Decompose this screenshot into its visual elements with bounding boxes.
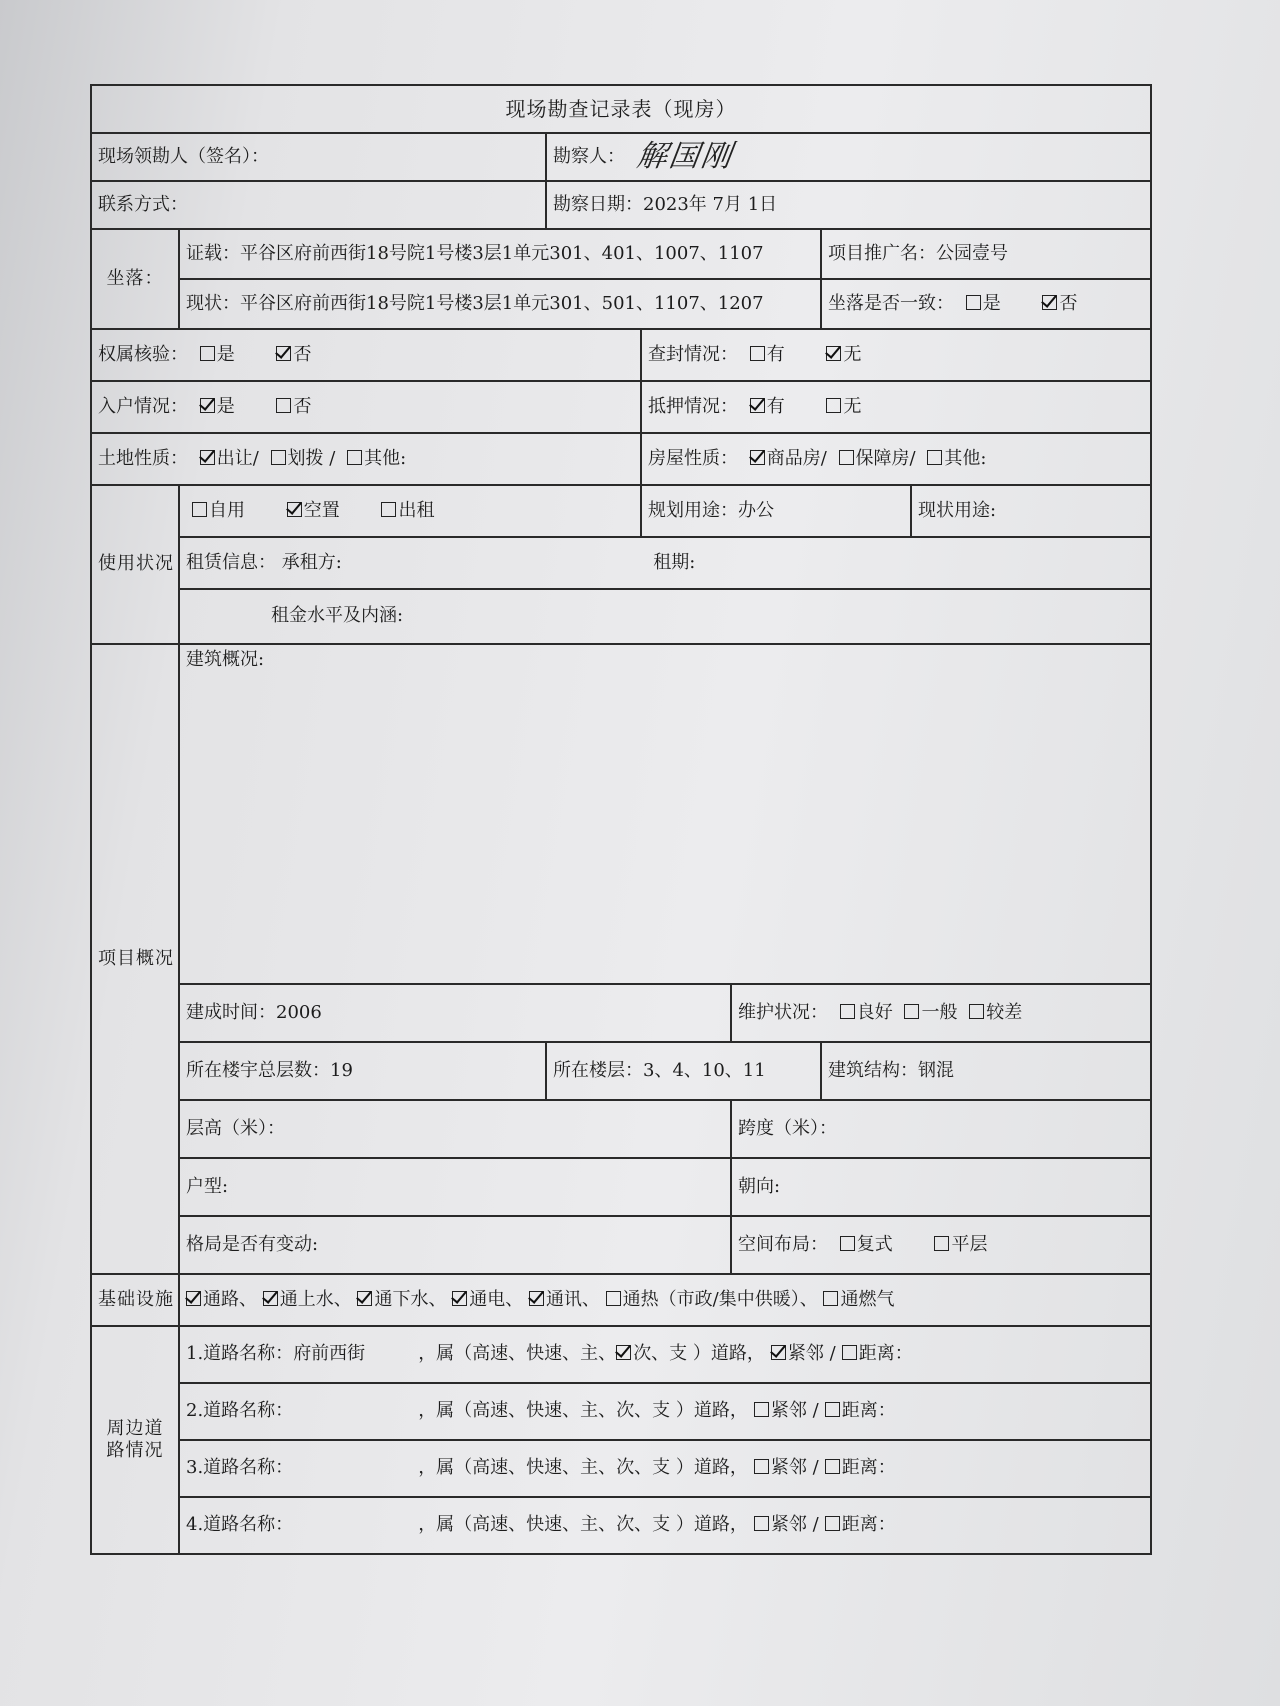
lease-info-cell [179, 537, 1151, 589]
location-label: 坐落： [91, 229, 179, 329]
maint-good-checkbox[interactable] [840, 1004, 855, 1019]
road-3-distance-checkbox[interactable] [825, 1459, 840, 1474]
surveyor-cell [546, 133, 1151, 181]
mortgage-have-label: 有 [766, 395, 785, 417]
road-4-distance-checkbox[interactable] [825, 1516, 840, 1531]
land-allocation-label: 划拨 / [287, 447, 336, 469]
road-row-2 [179, 1383, 1151, 1440]
ownership-yes-label: 是 [216, 343, 235, 365]
usage-label: 使用状况 [91, 485, 179, 644]
maint-normal-label: 一般 [921, 1001, 958, 1023]
infra-drainage-checkbox[interactable] [357, 1291, 372, 1306]
term-label: 租期: [653, 551, 696, 573]
floor-height-cell [179, 1100, 731, 1158]
ownership-yes-checkbox[interactable] [200, 346, 215, 361]
infra-power-label: 通电、 [469, 1288, 524, 1310]
usage-self-checkbox[interactable] [192, 502, 207, 517]
road-row-1 [179, 1326, 1151, 1383]
road-2-distance-label: 距离： [841, 1400, 896, 1422]
built-value: 2006 [276, 1001, 322, 1023]
land-label: 土地性质： [98, 447, 188, 469]
form-title: 现场勘查记录表（现房） [91, 85, 1151, 133]
floor-value: 3、4、10、11 [643, 1059, 766, 1081]
road-1-adjacent-label: 紧邻 / [787, 1343, 836, 1365]
land-transfer-checkbox[interactable] [200, 450, 215, 465]
infra-telecom-checkbox[interactable] [529, 1291, 544, 1306]
consistent-no-checkbox[interactable] [1042, 295, 1057, 310]
structure-cell [821, 1042, 1151, 1100]
duplex-label: 复式 [856, 1233, 893, 1255]
house-other-checkbox[interactable] [927, 450, 942, 465]
location-cert-label: 证载： [186, 242, 240, 264]
house-commercial-checkbox[interactable] [750, 450, 765, 465]
unit-type-cell [179, 1158, 731, 1216]
road-4-distance-label: 距离： [841, 1514, 896, 1536]
maint-poor-label: 较差 [986, 1001, 1023, 1023]
floor-label: 所在楼层： [553, 1059, 643, 1081]
survey-date-cell [546, 181, 1151, 229]
infrastructure-label: 基础设施 [91, 1274, 179, 1326]
promo-name-cell [821, 229, 1151, 279]
usage-self-label: 自用 [209, 499, 245, 521]
house-label: 房屋性质： [648, 447, 738, 469]
road-2-levels: ，属（高速、快速、主、 [418, 1400, 617, 1422]
contact-cell [91, 181, 546, 229]
layout-change-label: 格局是否有变动: [186, 1233, 319, 1255]
usage-rent-label: 出租 [398, 499, 435, 521]
current-use-cell [911, 485, 1151, 537]
mortgage-none-label: 无 [843, 395, 862, 417]
road-row-3 [179, 1440, 1151, 1497]
land-other-checkbox[interactable] [347, 450, 362, 465]
built-year-cell [179, 984, 731, 1042]
land-allocation-checkbox[interactable] [271, 450, 286, 465]
floor-cell [546, 1042, 821, 1100]
contact-label: 联系方式： [98, 193, 188, 215]
infra-heating-label: 通热（市政/集中供暖）、 [622, 1288, 818, 1310]
structure-value: 钢混 [918, 1059, 954, 1081]
usage-rent-checkbox[interactable] [381, 502, 396, 517]
road-1-levels: ，属（高速、快速、主、 [418, 1343, 617, 1365]
total-floors-value: 19 [330, 1059, 353, 1081]
seizure-none-checkbox[interactable] [826, 346, 841, 361]
road-3-levels: ，属（高速、快速、主、 [418, 1457, 617, 1479]
consistent-yes-label: 是 [982, 292, 1001, 314]
consistent-label: 坐落是否一致： [828, 292, 954, 314]
house-other-label: 其他: [944, 447, 987, 469]
promo-value: 公园壹号 [936, 242, 1008, 264]
span-cell [731, 1100, 1151, 1158]
total-floors-cell [179, 1042, 546, 1100]
floor-height-label: 层高（米）： [186, 1117, 285, 1139]
road-1-distance-label: 距离： [858, 1343, 913, 1365]
orientation-cell [731, 1158, 1151, 1216]
location-actual-value: 平谷区府前西街18号院1号楼3层1单元301、501、1107、1207 [240, 292, 764, 314]
location-consistent-cell [821, 279, 1151, 329]
roads-label: 周边道路情况 [91, 1326, 179, 1554]
orientation-label: 朝向: [738, 1175, 781, 1197]
house-commercial-label: 商品房/ [766, 447, 827, 469]
leader-signature-cell [91, 133, 546, 181]
household-yes-label: 是 [216, 395, 235, 417]
infra-road-label: 通路、 [203, 1288, 257, 1310]
flat-checkbox[interactable] [934, 1236, 949, 1251]
ownership-cell [91, 329, 641, 381]
road-3-adjacent-checkbox[interactable] [754, 1459, 769, 1474]
consistent-yes-checkbox[interactable] [966, 295, 981, 310]
house-affordable-label: 保障房/ [855, 447, 916, 469]
surveyor-label: 勘察人： [553, 146, 625, 168]
ownership-label: 权属核验： [98, 343, 188, 365]
rent-level-label: 租金水平及内涵: [271, 605, 404, 627]
infra-drainage-label: 通下水、 [374, 1288, 447, 1310]
location-cert-value: 平谷区府前西街18号院1号楼3层1单元301、401、1007、1107 [240, 242, 764, 264]
space-layout-cell [731, 1216, 1151, 1274]
household-yes-checkbox[interactable] [200, 398, 215, 413]
household-no-checkbox[interactable] [276, 398, 291, 413]
road-1-distance-checkbox[interactable] [842, 1345, 857, 1360]
planned-use-cell [641, 485, 911, 537]
infra-gas-checkbox[interactable] [823, 1291, 838, 1306]
structure-label: 建筑结构： [828, 1059, 918, 1081]
total-floors-label: 所在楼宇总层数： [186, 1059, 330, 1081]
road-1-name: 府前西街 [293, 1343, 366, 1365]
household-no-label: 否 [293, 395, 312, 417]
road-1-secondary-checkbox[interactable] [616, 1345, 631, 1360]
road-1-prefix: 1.道路名称： [186, 1343, 294, 1365]
road-4-prefix: 4.道路名称： [186, 1514, 294, 1536]
survey-form [90, 84, 1152, 1555]
road-4-adjacent-checkbox[interactable] [754, 1516, 769, 1531]
land-transfer-label: 出让/ [216, 447, 259, 469]
road-4-adjacent-label: 紧邻 / [770, 1514, 819, 1536]
mortgage-none-checkbox[interactable] [826, 398, 841, 413]
consistent-no-label: 否 [1059, 292, 1078, 314]
infra-gas-label: 通燃气 [840, 1288, 895, 1310]
seizure-have-label: 有 [766, 343, 785, 365]
infra-telecom-label: 通讯、 [545, 1288, 600, 1310]
road-2-adjacent-checkbox[interactable] [754, 1402, 769, 1417]
ownership-no-checkbox[interactable] [276, 346, 291, 361]
overview-label: 建筑概况: [186, 649, 265, 670]
rent-level-cell [179, 589, 1151, 644]
infra-road-checkbox[interactable] [186, 1291, 201, 1306]
road-1-adjacent-checkbox[interactable] [771, 1345, 786, 1360]
usage-vacant-label: 空置 [303, 499, 340, 521]
road-2-distance-checkbox[interactable] [825, 1402, 840, 1417]
infra-heating-checkbox[interactable] [606, 1291, 621, 1306]
current-use-label: 现状用途: [918, 499, 997, 521]
location-cert-cell [179, 229, 821, 279]
span-label: 跨度（米）： [738, 1117, 837, 1139]
leader-label: 现场领勘人（签名）： [98, 145, 269, 167]
house-affordable-checkbox[interactable] [839, 450, 854, 465]
flat-label: 平层 [951, 1233, 988, 1255]
land-other-label: 其他: [364, 447, 407, 469]
surveyor-signature: 解国刚 [634, 139, 736, 175]
road-3-prefix: 3.道路名称： [186, 1457, 294, 1479]
space-layout-label: 空间布局： [738, 1233, 828, 1255]
road-4-levels-mid: 次、支 ）道路， [616, 1514, 748, 1536]
maint-good-label: 良好 [856, 1001, 893, 1023]
house-nature-cell [641, 433, 1151, 485]
ownership-no-label: 否 [293, 343, 312, 365]
survey-date-label: 勘察日期： [553, 193, 643, 215]
survey-date-value: 2023年 7月 1日 [643, 193, 778, 215]
infra-water-supply-checkbox[interactable] [263, 1291, 278, 1306]
mortgage-label: 抵押情况： [648, 395, 738, 417]
road-1-levels-mid: 次、支 ）道路， [633, 1343, 765, 1365]
road-4-levels: ，属（高速、快速、主、 [418, 1514, 617, 1536]
building-overview-cell [179, 644, 1151, 984]
built-label: 建成时间： [186, 1001, 276, 1023]
household-label: 入户情况： [98, 395, 188, 417]
tenant-label: 承租方: [281, 551, 342, 573]
mortgage-have-checkbox[interactable] [750, 398, 765, 413]
unit-type-label: 户型: [186, 1175, 229, 1197]
road-2-levels-mid: 次、支 ）道路， [616, 1400, 748, 1422]
road-2-adjacent-label: 紧邻 / [770, 1400, 819, 1422]
usage-status-cell [179, 485, 641, 537]
location-actual-cell [179, 279, 821, 329]
road-3-distance-label: 距离： [841, 1457, 896, 1479]
infrastructure-cell [179, 1274, 1151, 1326]
seizure-cell [641, 329, 1151, 381]
infra-water-supply-label: 通上水、 [279, 1288, 352, 1310]
maint-poor-checkbox[interactable] [969, 1004, 984, 1019]
road-3-adjacent-label: 紧邻 / [770, 1457, 819, 1479]
mortgage-cell [641, 381, 1151, 433]
land-nature-cell [91, 433, 641, 485]
infra-power-checkbox[interactable] [452, 1291, 467, 1306]
seizure-have-checkbox[interactable] [750, 346, 765, 361]
usage-vacant-checkbox[interactable] [287, 502, 302, 517]
lease-label: 租赁信息： [186, 551, 276, 573]
maintenance-label: 维护状况： [738, 1001, 828, 1023]
seizure-none-label: 无 [843, 343, 862, 365]
road-row-4 [179, 1497, 1151, 1554]
promo-label: 项目推广名： [828, 242, 936, 264]
seizure-label: 查封情况： [648, 343, 738, 365]
road-3-levels-mid: 次、支 ）道路， [616, 1457, 748, 1479]
maintenance-cell [731, 984, 1151, 1042]
planned-use-label: 规划用途： [648, 499, 738, 521]
project-label: 项目概况 [91, 644, 179, 1274]
road-2-prefix: 2.道路名称： [186, 1400, 294, 1422]
layout-change-cell [179, 1216, 731, 1274]
household-cell [91, 381, 641, 433]
planned-use-value: 办公 [738, 499, 774, 521]
duplex-checkbox[interactable] [840, 1236, 855, 1251]
location-actual-label: 现状： [186, 292, 240, 314]
maint-normal-checkbox[interactable] [904, 1004, 919, 1019]
